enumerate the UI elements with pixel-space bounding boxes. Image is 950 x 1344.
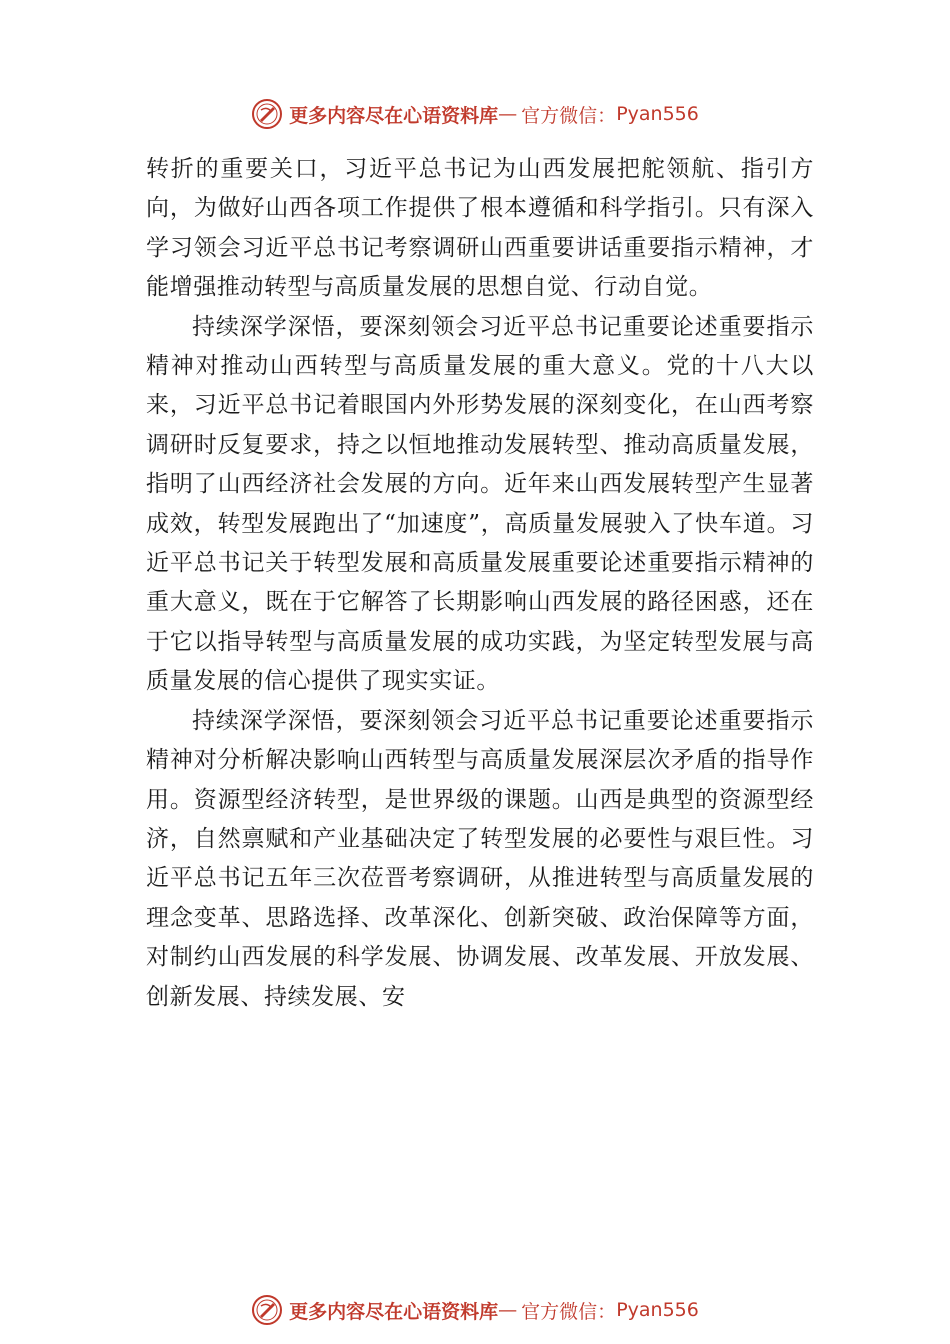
paragraph-1: 转折的重要关口，习近平总书记为山西发展把舵领航、指引方向，为做好山西各项工作提供了根本遵循和科学指引。只有深入学习领会习近平总书记考察调研山西重要讲话重要指示精神，才能增强推动转型与高质量发展的思想自觉、行动自觉。	[146, 156, 814, 301]
paragraph-3: 持续深学深悟，要深刻领会习近平总书记重要论述重要指示精神对分析解决影响山西转型与高质量发展深层次矛盾的指导作用。资源型经济转型，是世界级的课题。山西是典型的资源型经济，自然禀赋和产业基础决定了转型发展的必要性与艰巨性。习近平总书记五年三次莅晋考察调研，从推进转型与高质量发展的理念变革、思路选择、改革深化、创新突破、政治保障等方面，对制约山西发展的科学发展、协调发展、改革发展、开放发展、创新发展、持续发展、安	[146, 707, 814, 1010]
document-body	[146, 150, 814, 1017]
header-separator: —	[498, 103, 518, 125]
header-wechat-id: Pyan556	[616, 103, 699, 125]
header-banner	[0, 96, 950, 132]
footer-separator: —	[498, 1299, 518, 1321]
seal-logo-icon	[251, 98, 283, 130]
seal-logo-icon	[251, 1294, 283, 1326]
footer-banner	[0, 1292, 950, 1328]
footer-wechat-label: 官方微信：	[521, 1300, 617, 1323]
header-title: 更多内容尽在心语资料库	[289, 104, 499, 127]
footer-title: 更多内容尽在心语资料库	[289, 1300, 499, 1323]
footer-wechat-id: Pyan556	[616, 1299, 699, 1321]
header-wechat-label: 官方微信：	[521, 104, 617, 127]
paragraph-2: 持续深学深悟，要深刻领会习近平总书记重要论述重要指示精神对推动山西转型与高质量发展的重大意义。党的十八大以来，习近平总书记着眼国内外形势发展的深刻变化，在山西考察调研时反复要求，持之以恒地推动发展转型、推动高质量发展，指明了山西经济社会发展的方向。近年来山西发展转型产生显著成效，转型发展跑出了“加速度”，高质量发展驶入了快车道。习近平总书记关于转型发展和高质量发展重要论述重要指示精神的重大意义，既在于它解答了长期影响山西发展的路径困惑，还在于它以指导转型与高质量发展的成功实践，为坚定转型发展与高质量发展的信心提供了现实实证。	[146, 313, 814, 695]
